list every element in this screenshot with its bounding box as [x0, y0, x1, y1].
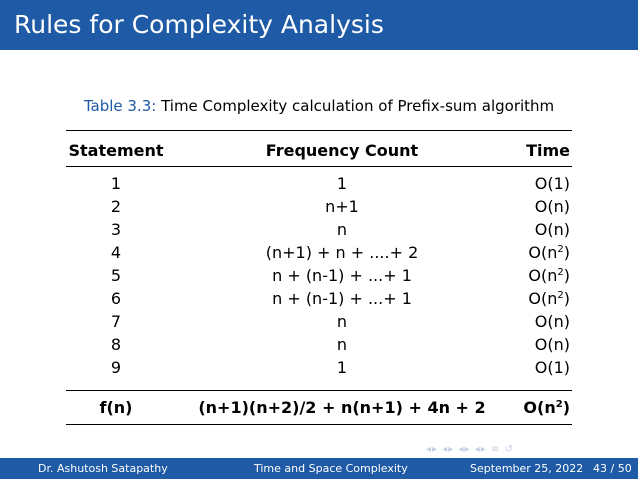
row-time-value: O(n: [528, 266, 558, 285]
bottom-rule: [66, 424, 572, 425]
row-statement: 6: [110, 289, 122, 308]
search-icon[interactable]: ↺: [504, 444, 514, 455]
next-slide-icon[interactable]: ▸: [448, 444, 455, 455]
row-frequency: 1: [336, 174, 348, 193]
row-time: [508, 220, 570, 240]
row-frequency: n: [336, 335, 348, 354]
row-time: [508, 358, 570, 378]
next-subsection-icon[interactable]: ▸: [480, 444, 487, 455]
total-time-exponent: 2: [555, 399, 563, 410]
row-frequency: n: [336, 220, 348, 239]
footer-page: 43 / 50: [593, 462, 632, 475]
next-frame-icon[interactable]: ▸: [432, 444, 439, 455]
row-time: [508, 312, 570, 332]
row-statement: 1: [110, 174, 122, 193]
row-time: [508, 197, 570, 217]
row-frequency: 1: [336, 358, 348, 377]
row-frequency: (n+1) + n + ....+ 2: [265, 243, 419, 262]
row-statement: 9: [110, 358, 122, 377]
top-rule: [66, 130, 572, 131]
total-statement: f(n): [99, 398, 133, 417]
header-frequency-count: Frequency Count: [265, 141, 419, 160]
row-frequency: n + (n-1) + ...+ 1: [272, 289, 412, 308]
total-time: $O(n^2)$: [523, 398, 570, 417]
table-caption: [0, 96, 638, 116]
row-time-exponent: 2: [557, 267, 564, 278]
header-time: Time: [526, 141, 570, 160]
row-time-value: O(n): [534, 197, 570, 216]
footer-topic: Time and Space Complexity: [254, 462, 408, 475]
slide-title: Rules for Complexity Analysis: [14, 10, 384, 39]
row-frequency: n: [336, 312, 348, 331]
row-statement: 3: [110, 220, 122, 239]
caption-label: Table 3.3:: [83, 97, 157, 115]
prev-slide-icon[interactable]: ◂: [442, 444, 449, 455]
row-statement: 4: [110, 243, 122, 262]
caption-text: Time Complexity calculation of Prefix-sum algorithm: [161, 97, 555, 115]
row-time: [508, 335, 570, 355]
row-time: $O(n^2)$: [528, 266, 570, 285]
row-time-value: O(n: [528, 289, 558, 308]
row-statement: 2: [110, 197, 122, 216]
total-rule: [66, 390, 572, 391]
beamer-navigation: [426, 444, 514, 455]
prev-section-icon[interactable]: ◂: [458, 444, 465, 455]
row-time: $O(n^2)$: [528, 289, 570, 308]
row-time: $O(n^2)$: [528, 243, 570, 262]
row-statement: 5: [110, 266, 122, 285]
row-statement: 8: [110, 335, 122, 354]
row-time-value: O(n: [528, 243, 558, 262]
row-time-value: O(n): [534, 312, 570, 331]
row-time: [508, 174, 570, 194]
header-rule: [66, 166, 572, 167]
toc-icon[interactable]: ≡: [491, 444, 501, 455]
row-time-exponent: 2: [557, 244, 564, 255]
row-time-value: O(1): [534, 174, 570, 193]
total-time-base: O(n: [523, 398, 556, 417]
prev-frame-icon[interactable]: ◂: [426, 444, 433, 455]
row-time-value: O(n): [534, 335, 570, 354]
row-time-exponent: 2: [557, 290, 564, 301]
next-section-icon[interactable]: ▸: [464, 444, 471, 455]
row-time-value: O(n): [534, 220, 570, 239]
title-bar: [0, 0, 638, 50]
footer-date: September 25, 2022: [470, 462, 584, 475]
header-statement: Statement: [68, 141, 164, 160]
row-frequency: n + (n-1) + ...+ 1: [272, 266, 412, 285]
row-frequency: n+1: [325, 197, 359, 216]
row-time-value: O(1): [534, 358, 570, 377]
row-statement: 7: [110, 312, 122, 331]
total-frequency: (n+1)(n+2)/2 + n(n+1) + 4n + 2: [198, 398, 486, 417]
footer-author: Dr. Ashutosh Satapathy: [38, 462, 168, 475]
footer-bar: [0, 458, 638, 479]
prev-subsection-icon[interactable]: ◂: [474, 444, 481, 455]
